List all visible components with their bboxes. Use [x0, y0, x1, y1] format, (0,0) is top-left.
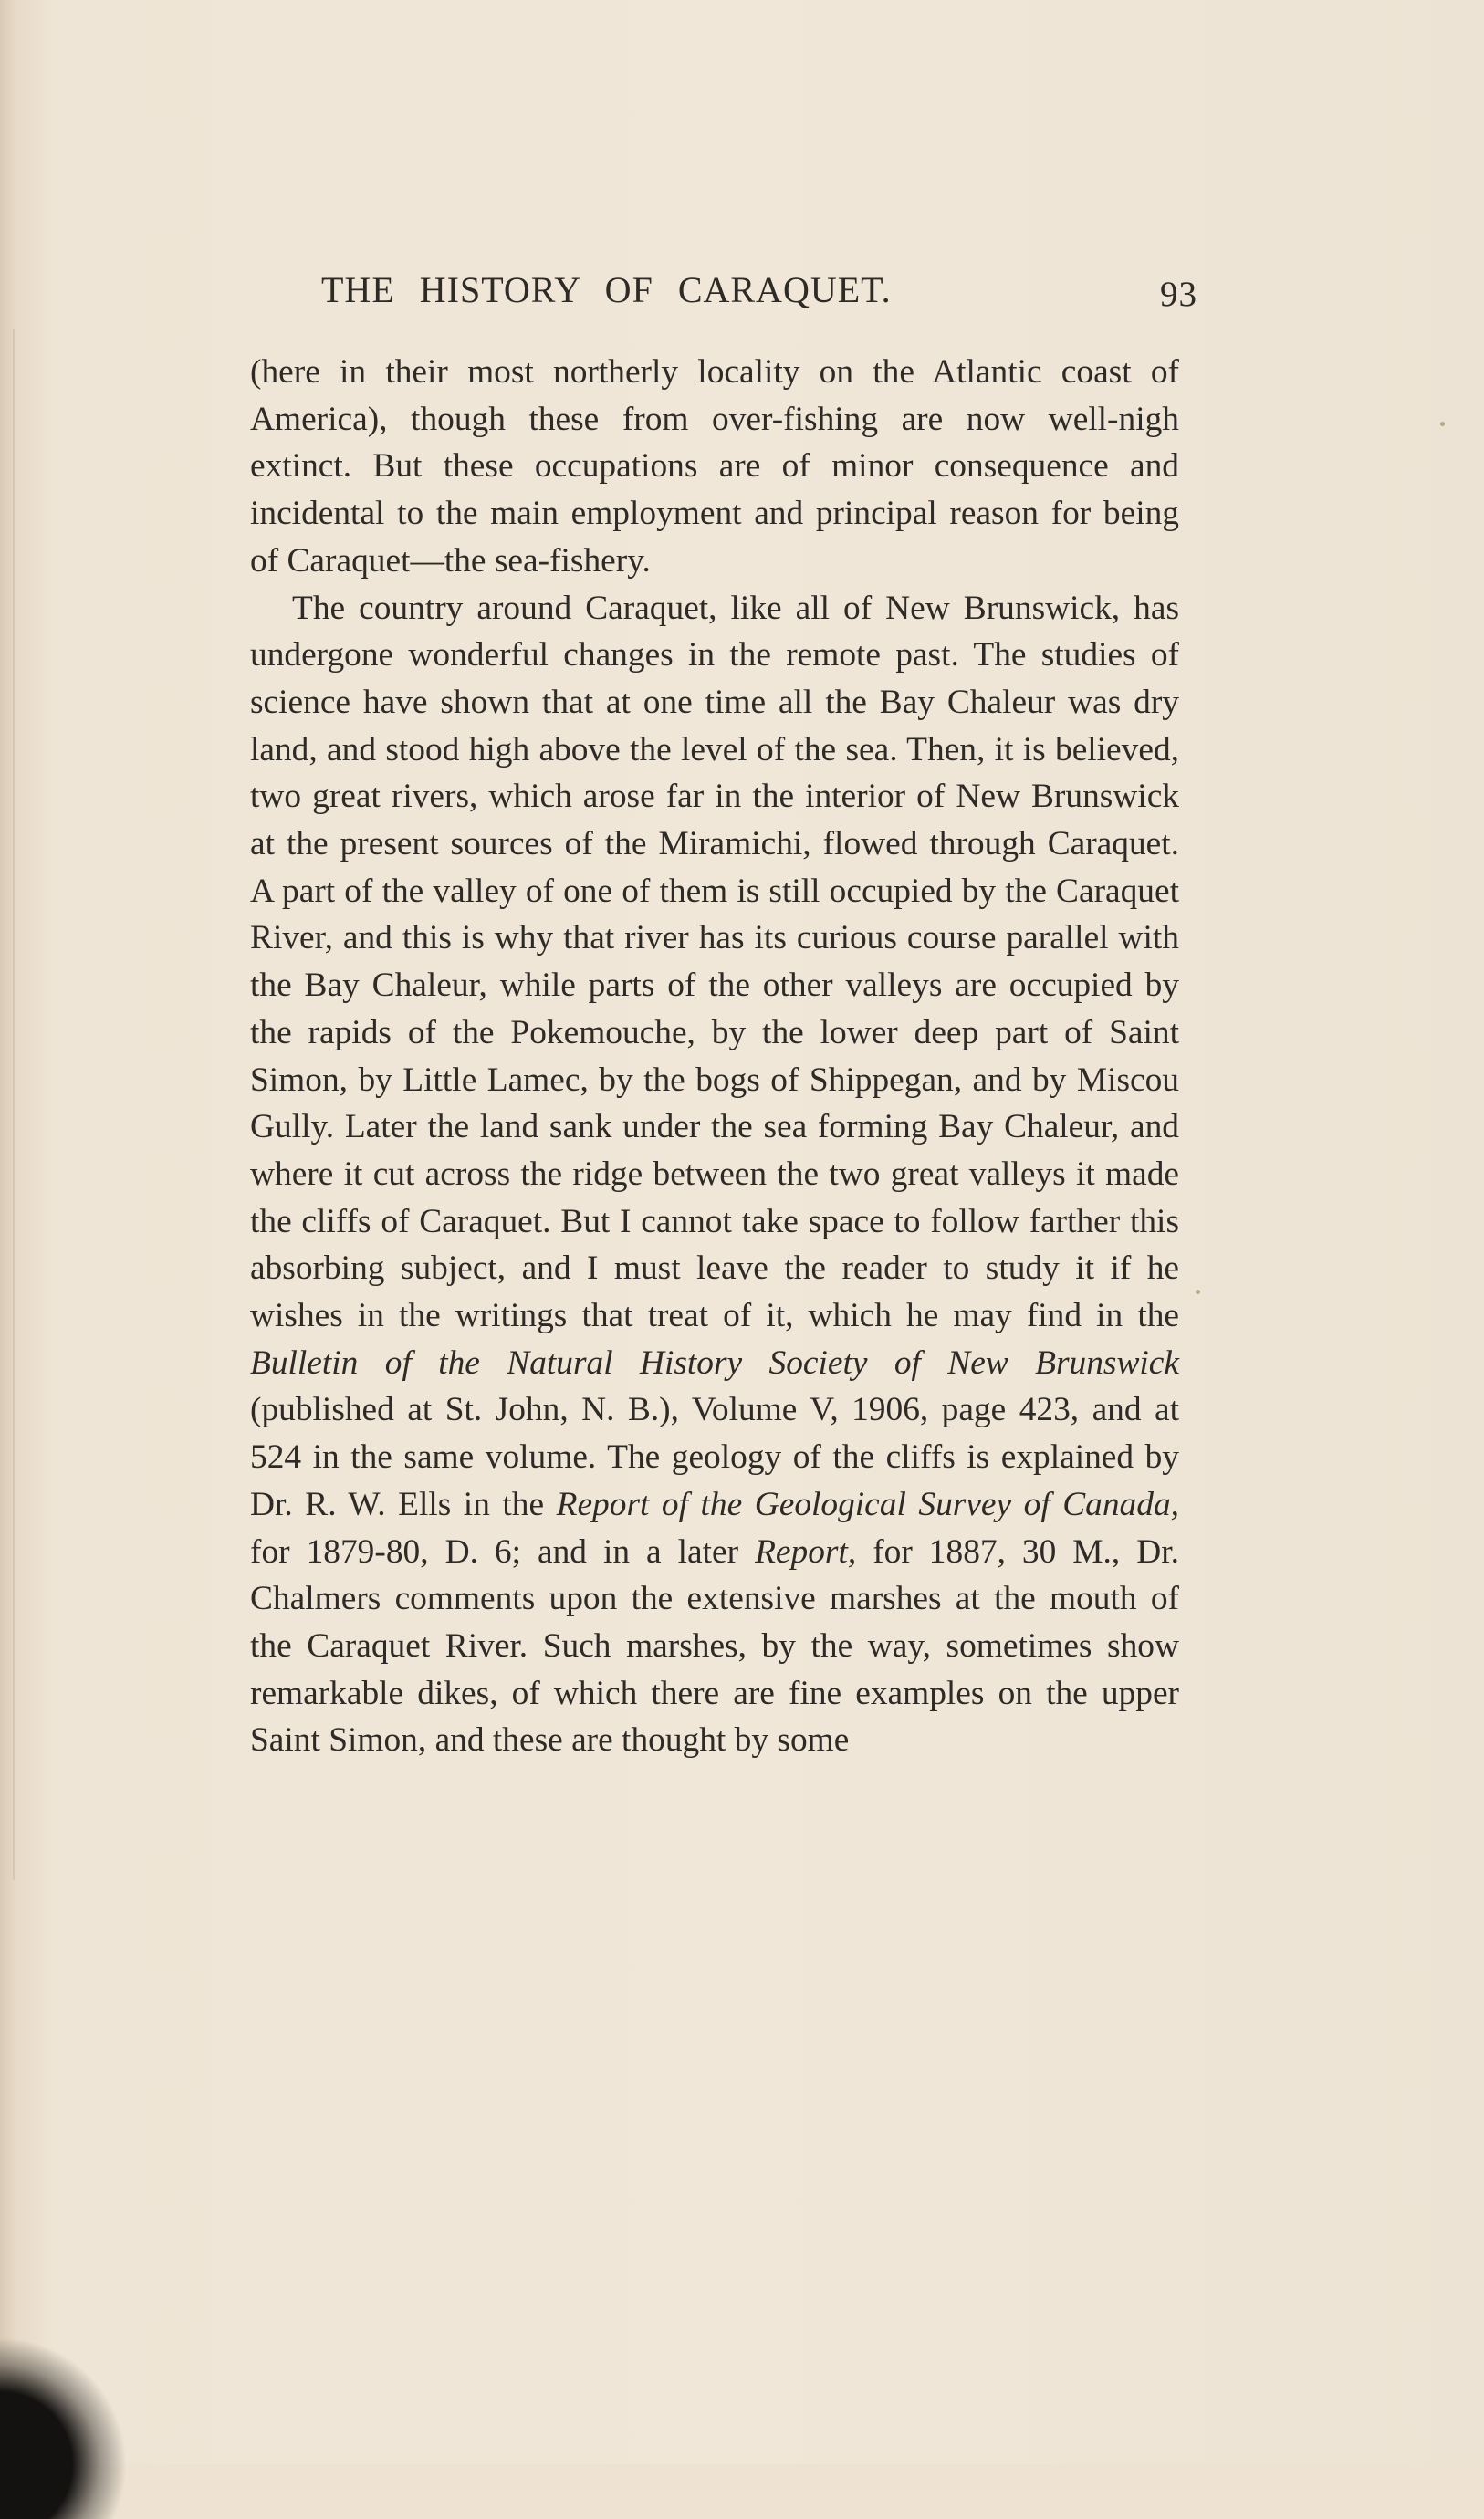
- italic-title: Report of the Geological Survey of Canada,: [556, 1485, 1179, 1523]
- italic-title: Bulletin of the Natural History Society of New Brunswick: [250, 1343, 1179, 1382]
- italic-title: Report,: [755, 1532, 857, 1571]
- page-number: 93: [1160, 275, 1197, 314]
- text-run: (published at St. John, N. B.), Volume V, 1906, page 423, and at 524 in the same volume. The geology of the cliffs is explained by Dr. R. W. Ells in the: [250, 1391, 1179, 1523]
- paragraph-continued: [250, 349, 1179, 585]
- paragraph-geology: [250, 585, 1179, 1765]
- paper-speck: [1196, 1290, 1200, 1294]
- paper-speck: [1440, 422, 1445, 426]
- page-gutter-shadow: [13, 329, 15, 1880]
- running-title: THE HISTORY OF CARAQUET.: [321, 269, 892, 310]
- text-run: for 1879-80, D. 6; and in a later: [250, 1532, 756, 1571]
- text-run: The country around Caraquet, like all of New Brunswick, has undergone wonderful changes in the remote past. The studies of science have shown that at one time all the Bay Chaleur was dry land, and stood high above the level of the sea. Then, it is believed, two great rivers, which arose far in the interior of New Brunswick at the present sources of the Miramichi, flowed through Caraquet. A part of the valley of one of them is still occupied by the Caraquet River, and this is why that river has its curious course parallel with the Bay Chaleur, while parts of the other valleys are occupied by the rapids of the Pokemouche, by the lower deep part of Saint Simon, by Little Lamec, by the bogs of Shippegan, and by Miscou Gully. Later the land sank under the sea forming Bay Chaleur, and where it cut across the ridge between the two great valleys it made the cliffs of Caraquet. But I cannot take space to follow farther this absorbing subject, and I must leave the reader to study it if he wishes in the writings that treat of it, which he may find in the: [250, 589, 1179, 1335]
- page-corner-shadow: [0, 2336, 128, 2519]
- page-header: [321, 268, 1197, 314]
- text-run: for 1887, 30 M., Dr. Chalmers comments upon the extensive marshes at the mouth of the Caraquet River. Such marshes, by the way, sometimes show remarkable dikes, of which there are fine examples on the upper Saint Simon, and these are thought by some: [250, 1532, 1179, 1760]
- text-run: (here in their most northerly locality on the Atlantic coast of America), though these from over-fishing are now well-nigh extinct. But these occupations are of minor consequence and incidental to the main employment and principal reason for being of Caraquet—the sea-fishery.: [250, 353, 1179, 580]
- body-text: [250, 349, 1179, 1764]
